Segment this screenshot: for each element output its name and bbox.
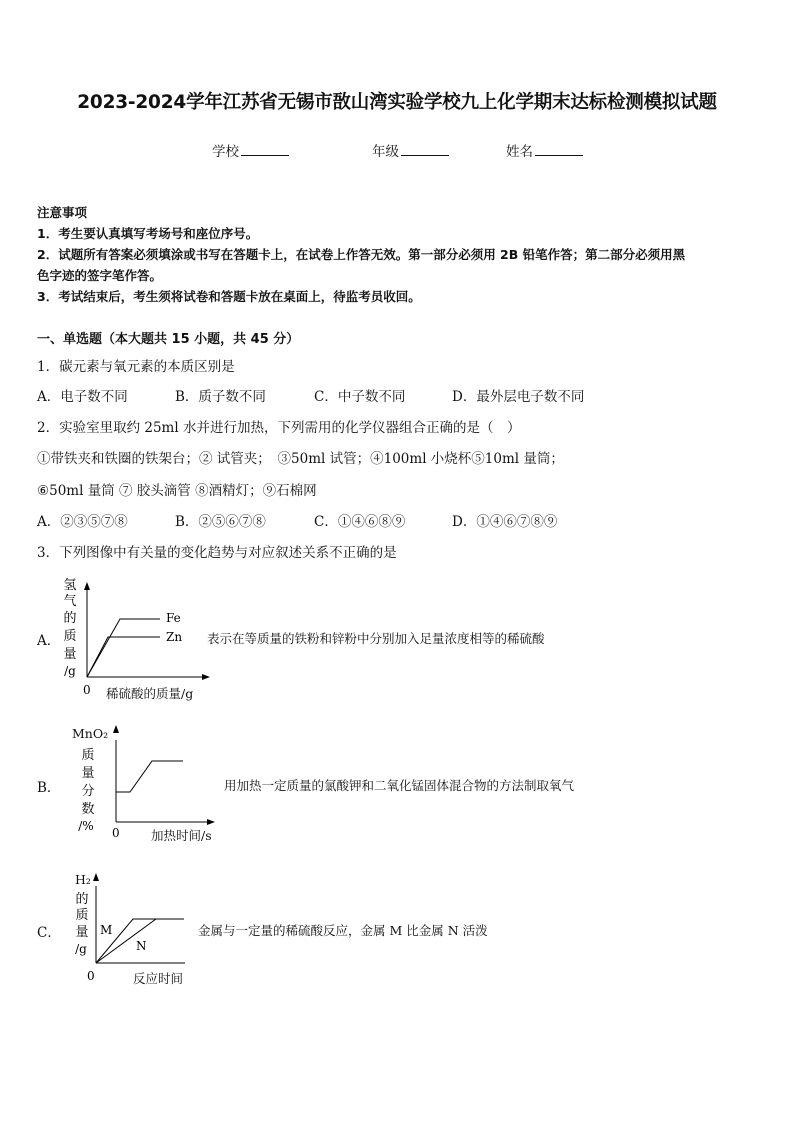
q1-option-a[interactable]: A．电子数不同 <box>37 389 128 405</box>
q2-stem: 2．实验室里取约 25ml 水并进行加热，下列需用的化学仪器组合正确的是（ ） <box>37 420 521 436</box>
graph-a <box>55 570 215 700</box>
q3-option-c-label[interactable]: C． <box>37 925 61 941</box>
school-blank[interactable] <box>241 143 289 156</box>
graph-a-ylabel-char: 氢 <box>63 578 77 593</box>
graph-b-xlabel: 加热时间/s <box>151 828 212 843</box>
q2-option-b[interactable]: B．②⑤⑥⑦⑧ <box>175 514 266 530</box>
graph-c-n-label: N <box>136 939 147 953</box>
graph-a-ylabel-char: 质 <box>63 629 77 644</box>
graph-b-x-arrow <box>207 819 215 825</box>
graph-c-origin: 0 <box>87 969 95 983</box>
graph-b-origin: 0 <box>112 826 120 840</box>
graph-b-ylabel-char: 量 <box>81 766 95 781</box>
graph-c-xlabel: 反应时间 <box>133 971 184 986</box>
q3-option-a-label[interactable]: A． <box>37 633 61 649</box>
graph-c-ytop: H₂ <box>75 872 91 887</box>
graph-a-origin: 0 <box>83 683 91 697</box>
graph-a-zn-label: Zn <box>166 630 183 644</box>
graph-b-line <box>116 761 183 792</box>
q1-option-c[interactable]: C．中子数不同 <box>314 389 406 405</box>
graph-a-zn-line <box>87 637 160 677</box>
q1-stem: 1．碳元素与氧元素的本质区别是 <box>37 359 235 375</box>
graph-c-ylabel-char: /g <box>75 942 87 956</box>
graph-b-y-arrow <box>112 722 122 736</box>
name-blank[interactable] <box>535 143 583 156</box>
graph-b <box>70 740 220 840</box>
q1-option-d[interactable]: D．最外层电子数不同 <box>452 389 585 405</box>
graph-a-x-arrow <box>202 674 210 680</box>
grade-blank[interactable] <box>401 143 449 156</box>
q3-option-b-label[interactable]: B． <box>37 780 61 796</box>
graph-c-y-arrow <box>92 870 102 884</box>
q3-option-b-desc: 用加热一定质量的氯酸钾和二氧化锰固体混合物的方法制取氧气 <box>224 778 575 793</box>
school-label: 学校 <box>212 144 239 160</box>
graph-b-ytop: MnO₂ <box>72 726 109 741</box>
school-field[interactable] <box>212 140 289 160</box>
graph-c-m-label: M <box>100 923 113 937</box>
grade-label: 年级 <box>372 144 399 160</box>
q1-option-b[interactable]: B．质子数不同 <box>175 389 266 405</box>
graph-a-ylabel-char: /g <box>64 664 76 678</box>
q2-option-a[interactable]: A．②③⑤⑦⑧ <box>37 514 128 530</box>
graph-a-y-arrow <box>84 582 90 590</box>
section-heading: 一、单选题（本大题共 15 小题，共 45 分） <box>37 332 300 347</box>
notes-heading: 注意事项 <box>37 205 88 220</box>
graph-a-ylabel-char: 的 <box>63 611 77 626</box>
graph-b-ylabel-char: 质 <box>81 748 95 763</box>
notes-item: 2．试题所有答案必须填涂或书写在答题卡上，在试卷上作答无效。第一部分必须用 2B 铅笔作答；第二部分必须用黑 <box>37 247 686 262</box>
graph-a-xlabel: 稀硫酸的质量/g <box>106 686 194 701</box>
notes-item: 3．考试结束后，考生须将试卷和答题卡放在桌面上，待监考员收回。 <box>37 289 421 304</box>
grade-field[interactable] <box>372 140 449 160</box>
q2-option-c[interactable]: C．①④⑥⑧⑨ <box>314 514 406 530</box>
name-label: 姓名 <box>506 144 533 160</box>
graph-b-ylabel-char: /% <box>78 819 94 833</box>
name-field[interactable] <box>506 140 583 160</box>
graph-b-ylabel-char: 分 <box>81 784 95 799</box>
notes-item: 色字迹的签字笔作答。 <box>37 268 163 283</box>
graph-a-ylabel-char: 量 <box>63 647 77 662</box>
graph-c-ylabel-char: 的 <box>75 892 89 907</box>
notes-item: 1．考生要认真填写考场号和座位序号。 <box>37 226 259 241</box>
graph-a-fe-label: Fe <box>166 611 181 625</box>
graph-b-ylabel-char: 数 <box>81 802 95 817</box>
q2-line2: ⑥50ml 量筒 ⑦ 胶头滴管 ⑧酒精灯；⑨石棉网 <box>37 483 317 499</box>
graph-a-ylabel-char: 气 <box>63 594 77 609</box>
graph-c-ylabel-char: 质 <box>75 908 89 923</box>
q3-stem: 3．下列图像中有关量的变化趋势与对应叙述关系不正确的是 <box>37 545 397 561</box>
q2-line1: ①带铁夹和铁圈的铁架台；② 试管夹； ③50ml 试管；④100ml 小烧杯⑤10ml 量筒； <box>37 451 564 467</box>
q3-option-c-desc: 金属与一定量的稀硫酸反应，金属 M 比金属 N 活泼 <box>198 923 488 938</box>
q3-option-a-desc: 表示在等质量的铁粉和锌粉中分别加入足量浓度相等的稀硫酸 <box>207 631 545 646</box>
graph-a-fe-line <box>87 619 160 677</box>
q2-option-d[interactable]: D．①④⑥⑦⑧⑨ <box>452 514 558 530</box>
page-title: 2023-2024学年江苏省无锡市敔山湾实验学校九上化学期末达标检测模拟试题 <box>77 92 717 113</box>
graph-c-ylabel-char: 量 <box>75 925 89 940</box>
